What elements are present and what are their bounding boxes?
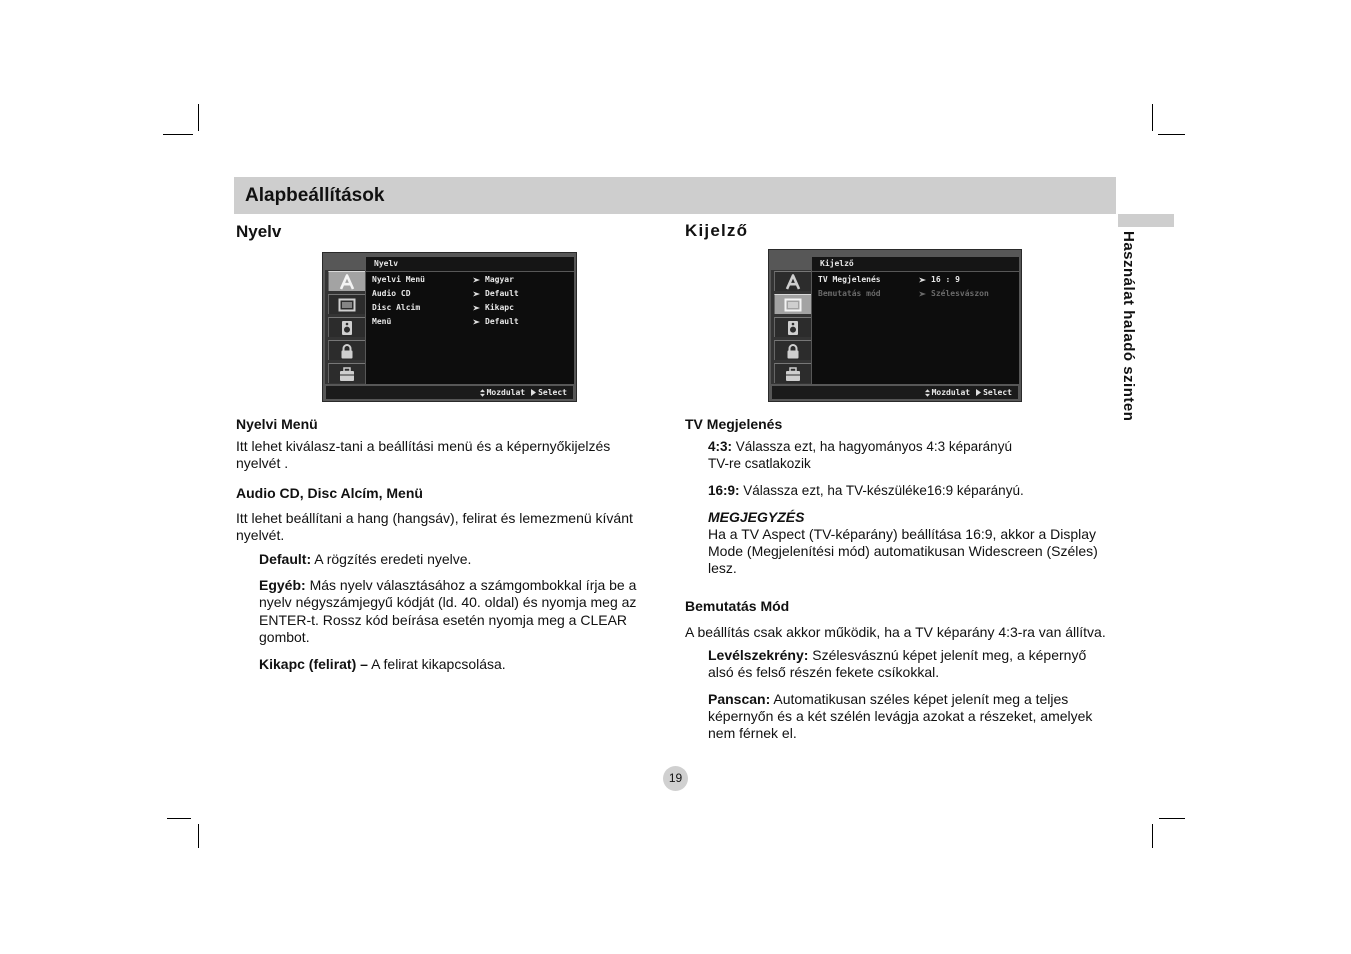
crop-mark <box>163 134 193 135</box>
option-label: 4:3: <box>708 438 733 454</box>
menu-row-label: Bemutatás mód <box>818 289 881 298</box>
option-text: Más nyelv választásához a számgombokkal írja be a nyelv négyszámjegyű kódját (ld. 40. oldal) és nyomja meg az ENTER-t. Rossz kód beírása esetén nyomja meg a CLEAR gombot. <box>259 577 637 645</box>
value-arrow-icon <box>473 277 481 283</box>
menu-row-value: Magyar <box>485 275 514 284</box>
screen-inner <box>323 253 576 401</box>
screen-footer <box>326 386 573 399</box>
option-letterbox <box>708 647 1148 682</box>
paragraph-text: Itt lehet beállítani a hang (hangsáv), felirat és lemezmenü kívánt nyelvét. <box>236 510 633 544</box>
paragraph-text: Ha a TV Aspect (TV-képarány) beállítása 16:9, akkor a Display Mode (Megjelenítési mód) automatikusan Widescreen (Széles) lesz. <box>708 525 1098 577</box>
option-default <box>259 551 689 568</box>
option-16-9 <box>708 482 1148 499</box>
footer-move-label: Mozdulat <box>486 388 526 397</box>
value-arrow-icon <box>919 291 927 297</box>
up-down-arrow-icon <box>480 389 485 397</box>
footer-move-label: Mozdulat <box>931 388 971 397</box>
screen-title: Nyelv <box>374 259 399 268</box>
option-label: Panscan: <box>708 690 771 707</box>
footer-select-label: Select <box>983 388 1012 397</box>
select-arrow-icon <box>531 389 536 396</box>
side-tab-marker <box>1118 214 1174 227</box>
option-text: Automatikusan széles képet jelenít meg a teljes képernyőn és a két szélén levágja azokat a részeket, amelyek nem férnek el. <box>708 690 1093 742</box>
up-down-arrow-icon <box>925 389 930 397</box>
paragraph-text: Itt lehet kiválasz-tani a beállítási menü és a képernyőkijelzés nyelvét . <box>236 438 611 472</box>
value-arrow-icon <box>473 319 481 325</box>
option-panscan <box>708 691 1148 743</box>
menu-row-value: Default <box>485 317 519 326</box>
lock-icon <box>774 340 811 360</box>
menu-row <box>323 301 576 315</box>
option-off <box>259 656 689 673</box>
note-text <box>708 526 1148 578</box>
screen-header <box>366 257 574 271</box>
value-arrow-icon <box>919 277 927 283</box>
menu-row-label: Nyelvi Menü <box>372 275 425 284</box>
option-label: 16:9: <box>708 482 740 498</box>
crop-mark <box>1159 818 1185 819</box>
option-other <box>259 577 689 646</box>
section-header-bar <box>234 177 1116 214</box>
menu-row-value: 16 : 9 <box>931 275 960 284</box>
crop-mark <box>198 824 199 848</box>
menu-row-value: Kikapc <box>485 303 514 312</box>
disc-language-text <box>236 510 666 545</box>
others-icon <box>774 363 811 383</box>
menu-row <box>769 287 1021 301</box>
display-menu-screen <box>768 249 1022 402</box>
side-tab-label: Használat haladó szinten <box>1120 231 1137 422</box>
menu-row <box>323 273 576 287</box>
menu-row-value: Default <box>485 289 519 298</box>
lock-icon <box>328 340 365 360</box>
option-text: A rögzítés eredeti nyelve. <box>314 550 472 567</box>
menu-row <box>323 287 576 301</box>
language-menu-heading: Nyelvi Menü <box>236 416 318 432</box>
display-mode-heading: Bemutatás Mód <box>685 597 790 614</box>
screen-footer <box>772 386 1018 399</box>
option-4-3 <box>708 438 1148 473</box>
menu-row <box>769 273 1021 287</box>
option-label: Default: <box>259 550 312 567</box>
language-heading: Nyelv <box>236 222 282 241</box>
menu-row <box>323 315 576 329</box>
note-heading: MEGJEGYZÉS <box>708 508 805 525</box>
menu-row-label: Disc Alcim <box>372 303 421 312</box>
disc-language-heading: Audio CD, Disc Alcím, Menü <box>236 484 423 501</box>
crop-mark <box>198 104 199 131</box>
option-label: Kikapc (felirat) – <box>259 655 368 672</box>
page-number: 19 <box>663 766 688 791</box>
language-menu-screen <box>322 252 577 402</box>
crop-mark <box>1152 824 1153 848</box>
menu-row-label: Menü <box>372 317 392 326</box>
option-text: Válassza ezt, ha TV-készüléke16:9 képarányú. <box>743 482 1024 498</box>
footer-select-label: Select <box>538 388 567 397</box>
section-title: Alapbeállítások <box>245 185 385 206</box>
crop-mark <box>1158 134 1185 135</box>
audio-icon <box>774 317 811 337</box>
option-text: A felirat kikapcsolása. <box>371 655 506 672</box>
option-text: Válassza ezt, ha hagyományos 4:3 képarányú TV-re csatlakozik <box>708 438 1012 471</box>
value-arrow-icon <box>473 291 481 297</box>
language-menu-text <box>236 438 666 473</box>
option-label: Egyéb: <box>259 577 306 593</box>
display-mode-text <box>685 624 1135 641</box>
tv-aspect-heading: TV Megjelenés <box>685 415 783 432</box>
screen-inner <box>769 253 1021 401</box>
value-arrow-icon <box>473 305 481 311</box>
crop-mark <box>167 818 191 819</box>
crop-mark <box>1152 104 1153 131</box>
menu-row-label: TV Megjelenés <box>818 275 881 284</box>
display-heading: Kijelző <box>685 221 749 240</box>
menu-row-value: Szélesvászon <box>931 289 989 298</box>
select-arrow-icon <box>976 389 981 396</box>
screen-header <box>812 257 1019 271</box>
paragraph-text: A beállítás csak akkor működik, ha a TV képarány 4:3-ra van állítva. <box>685 623 1106 640</box>
menu-row-label: Audio CD <box>372 289 411 298</box>
option-label: Levélszekrény: <box>708 646 809 663</box>
others-icon <box>328 363 365 383</box>
screen-title: Kijelző <box>820 259 854 268</box>
option-text: Szélesvásznú képet jelenít meg, a képernyő alsó és felső részén fekete csíkokkal. <box>708 646 1087 680</box>
